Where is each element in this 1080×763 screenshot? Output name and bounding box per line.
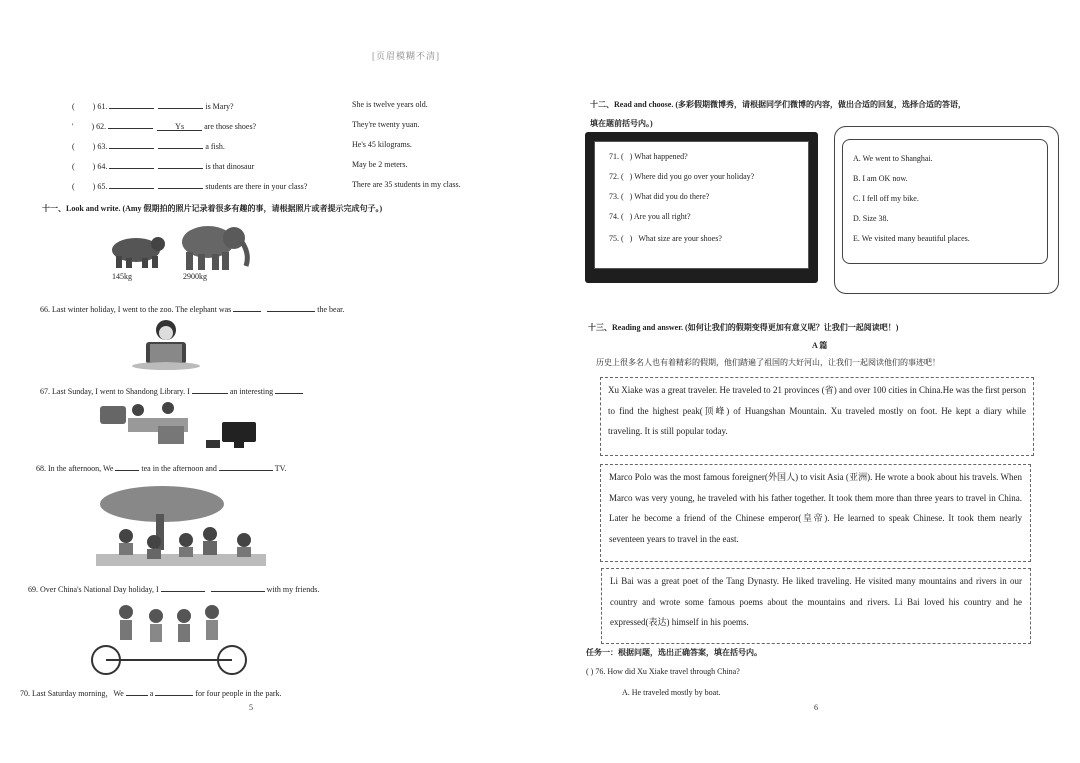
section-12-title: 十二、Read and choose. (多彩假期微博秀，请根据同学们微博的内容，做出合适的回复，选择合适的答语， <box>590 100 966 109</box>
option-a: A. We went to Shanghai. <box>853 154 933 163</box>
grammar-answer: She is twelve years old. <box>352 100 428 109</box>
elephant-illustration <box>172 220 252 272</box>
passage-li-bai: Li Bai was a great poet of the Tang Dynasty. He liked traveling. He visited many mountains and rivers in our country and wrote some famous poems about the mountains and rivers. Li Bai loved his country and he expressed(表达) himself in his poems. <box>601 568 1031 644</box>
task-1-title: 任务一：根据问题，选出正确答案，填在括号内。 <box>586 648 762 657</box>
option-e: E. We visited many beautiful places. <box>853 234 970 243</box>
bear-weight: 145kg <box>112 272 132 281</box>
section-13-title: 十三、Reading and answer. (如何让我们的假期变得更加有意义呢？让我们一起阅读吧！) <box>588 323 899 332</box>
intro-text: 历史上很多名人也有着精彩的假期，他们踏遍了祖国的大好河山，让我们一起阅读他们的事迹吧！ <box>596 358 940 367</box>
grammar-answer: They're twenty yuan. <box>352 120 420 129</box>
question-76: ( ) 76. How did Xu Xiake travel through China? <box>586 667 740 676</box>
passage-xu-xiake: Xu Xiake was a great traveler. He traveled to 21 provinces (省) and over 100 cities in China.He was the first person to find the highest peak(顶峰) of Huangshan Mountain. Xu traveled mostly on foot. He kept a diary while traveling. It is still popular today. <box>600 377 1034 456</box>
question-73: 73. ( ) What did you do there? <box>609 192 710 201</box>
elephant-weight: 2900kg <box>183 272 207 281</box>
question-76-option-a: A. He traveled mostly by boat. <box>622 688 721 697</box>
grammar-row: ( ) 65. students are there in your class? <box>72 182 308 191</box>
page-number-left: 5 <box>249 703 253 712</box>
tablet-frame <box>585 132 818 283</box>
grammar-answer: May be 2 meters. <box>352 160 408 169</box>
question-69: 69. Over China's National Day holiday, I with my friends. <box>28 585 320 594</box>
grammar-answer: There are 35 students in my class. <box>352 180 461 189</box>
grammar-row: ( ) 61. is Mary? <box>72 102 234 111</box>
options-screen <box>842 139 1048 264</box>
question-70: 70. Last Saturday morning，We a for four people in the park. <box>20 689 282 698</box>
question-67: 67. Last Sunday, I went to Shandong Library. I an interesting <box>40 385 303 396</box>
part-label: A 篇 <box>812 341 828 350</box>
question-66: 66. Last winter holiday, I went to the zoo. The elephant was the bear. <box>40 305 345 314</box>
picnic-illustration <box>92 484 272 570</box>
reading-child-illustration <box>128 318 204 370</box>
tandem-bike-illustration <box>86 600 252 676</box>
section-11-title: 十一、Look and write. (Amy 假期拍的照片记录着很多有趣的事，请根据照片或者提示完成句子。) <box>42 204 383 213</box>
page-number-right: 6 <box>814 703 818 712</box>
option-d: D. Size 38. <box>853 214 889 223</box>
option-b: B. I am OK now. <box>853 174 908 183</box>
section-12-title-cont: 填在题前括号内。) <box>590 119 653 128</box>
tea-tv-illustration <box>98 400 264 452</box>
question-72: 72. ( ) Where did you go over your holiday? <box>609 172 755 181</box>
option-c: C. I fell off my bike. <box>853 194 919 203</box>
options-frame <box>834 126 1059 294</box>
passage-marco-polo: Marco Polo was the most famous foreigner(外国人) to visit Asia (亚洲). He wrote a book about his travels. When Marco was very young, he traveled with his father together. It took them more than three years to travel in China. Later he become a friend of the Chinese emperor(皇帝). He learned to speak Chinese. It took them nearly seventeen years to travel in the east. <box>600 464 1031 562</box>
question-71: 71. ( ) What happened? <box>609 152 688 161</box>
question-74: 74. ( ) Are you all right? <box>609 212 691 221</box>
grammar-row: ( ) 64. is that dinosaur <box>72 162 255 171</box>
question-75: 75. ( ) What size are your shoes? <box>609 234 722 243</box>
grammar-row: ( ) 63. a fish. <box>72 142 225 151</box>
page-header: [页眉模糊不清] <box>372 51 440 61</box>
grammar-answer: He's 45 kilograms. <box>352 140 412 149</box>
question-68: 68. In the afternoon, We tea in the afternoon and TV. <box>36 464 287 473</box>
questions-screen <box>594 141 809 269</box>
grammar-row: ' ) 62. Ys are those shoes? <box>72 122 257 131</box>
bear-illustration <box>106 228 168 270</box>
